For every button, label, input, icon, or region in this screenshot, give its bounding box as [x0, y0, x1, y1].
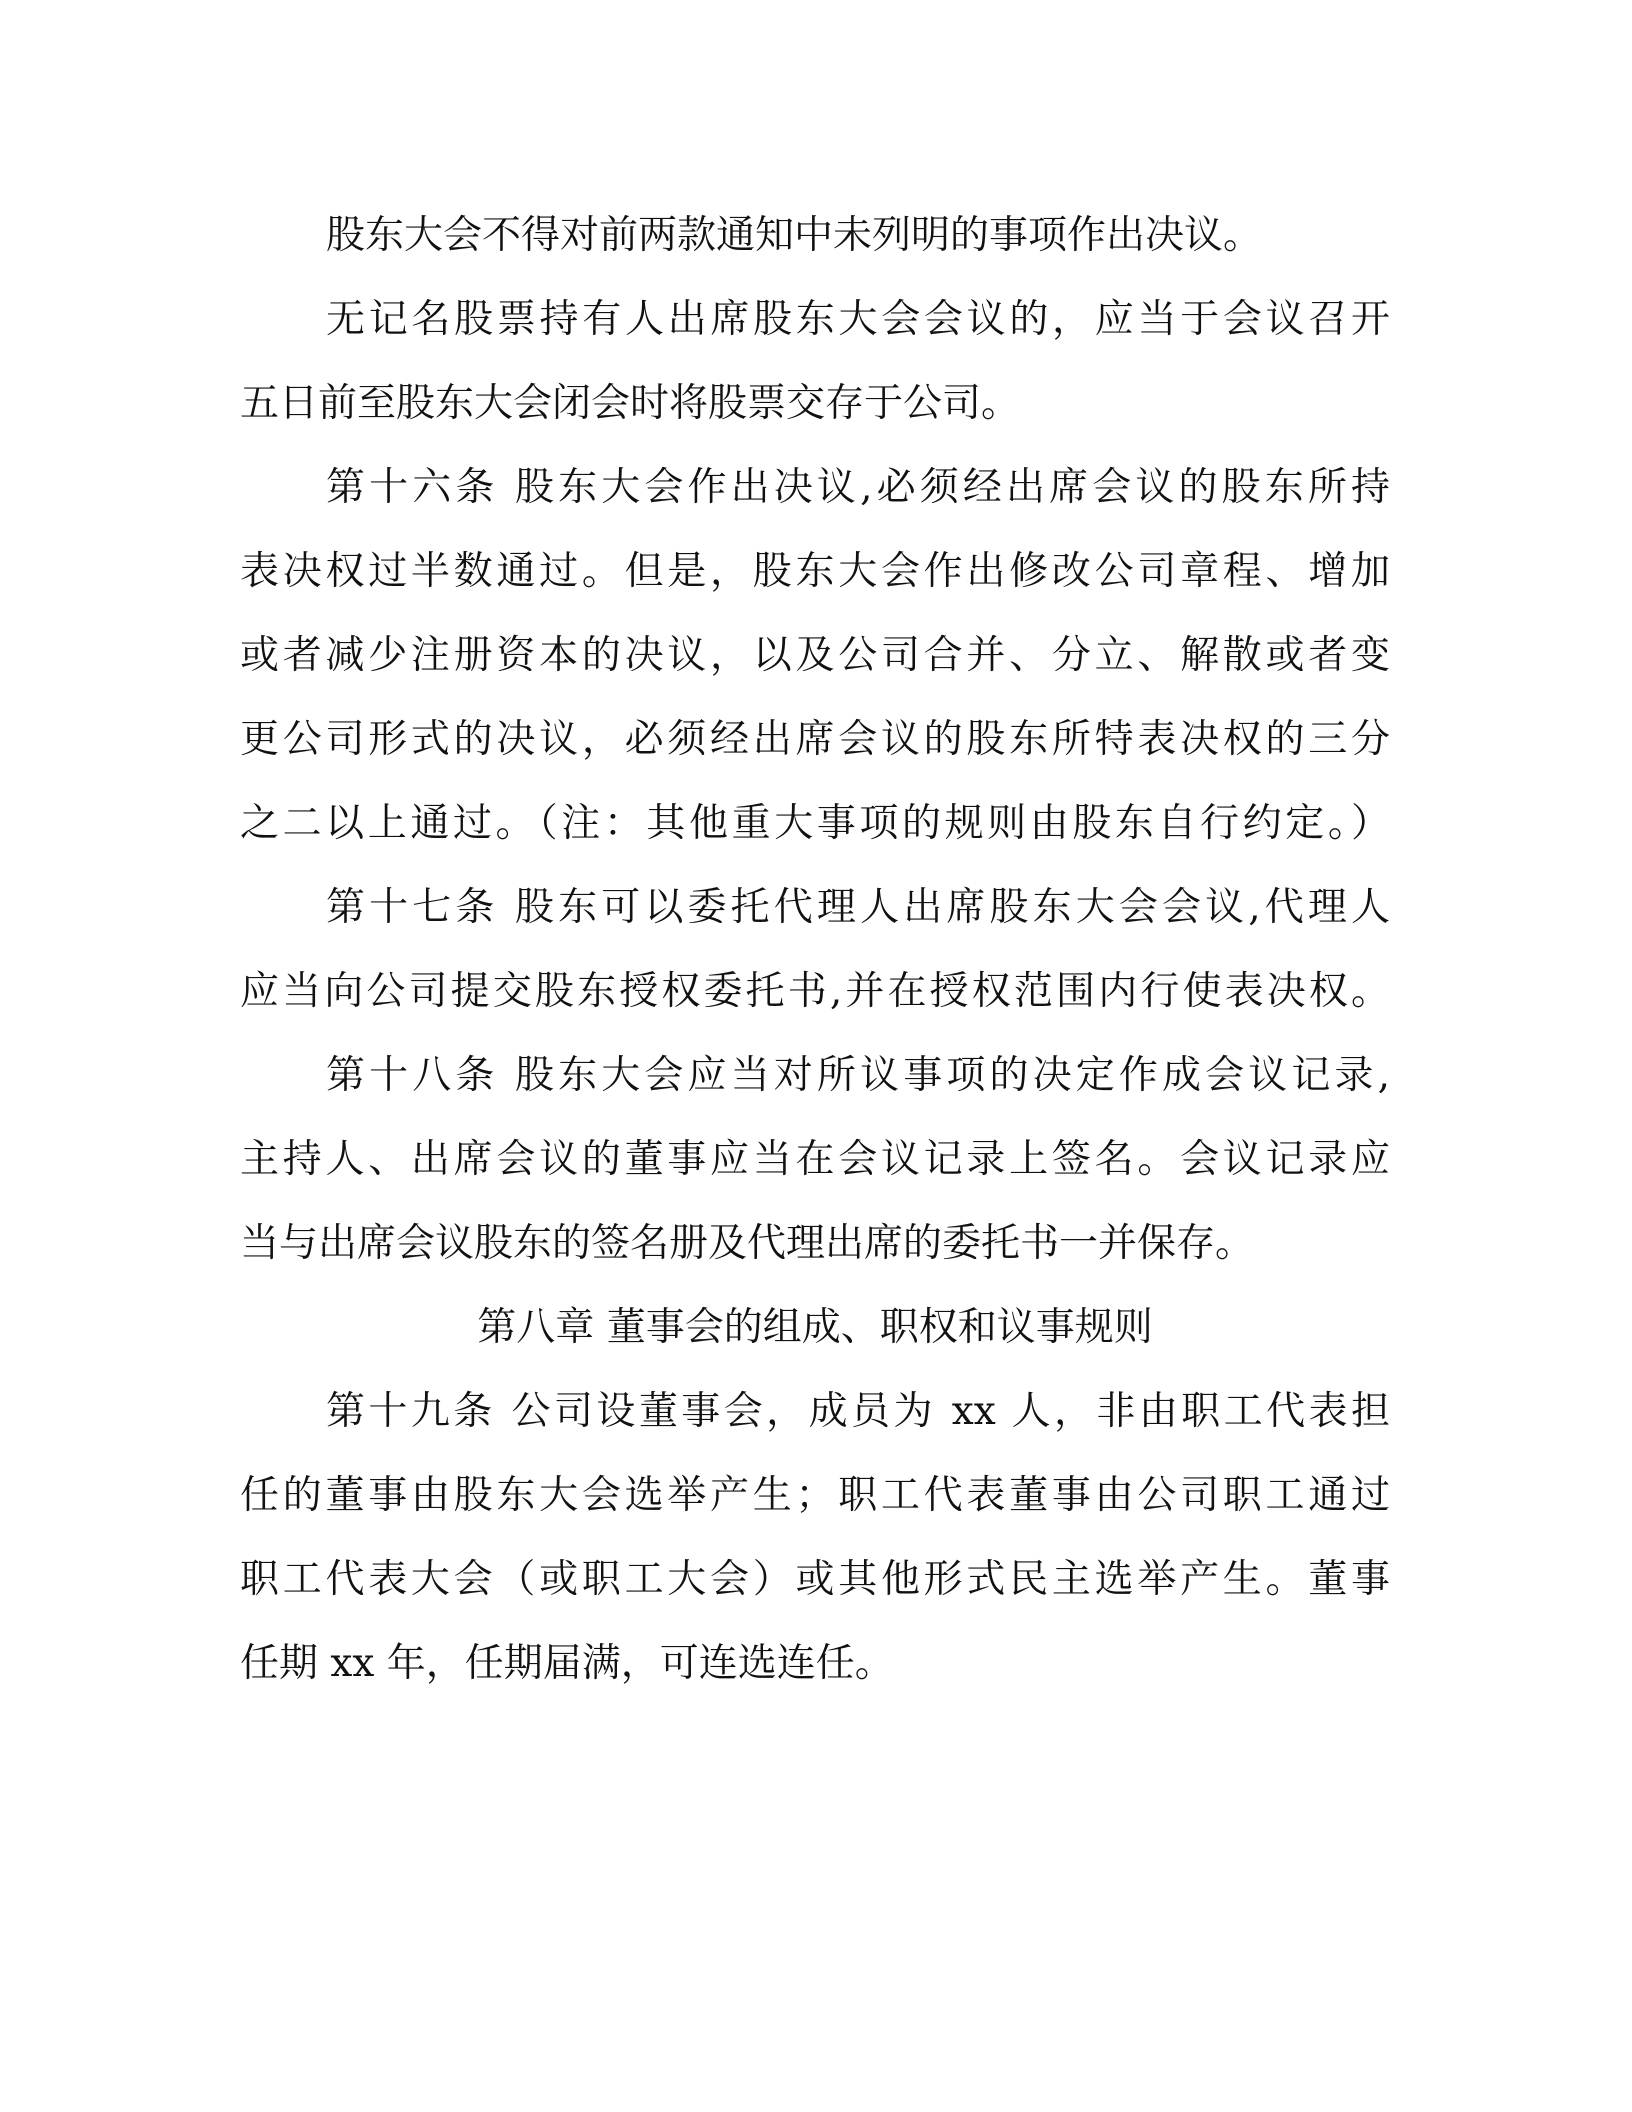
- article-18-line: 当与出席会议股东的签名册及代理出席的委托书一并保存。: [240, 1221, 1255, 1266]
- article-17-line: 第十七条 股东可以委托代理人出席股东大会会议,代理人: [326, 885, 1390, 930]
- article-16-line: 之二以上通过。（注：其他重大事项的规则由股东自行约定。）: [240, 801, 1390, 846]
- chapter-heading: 第八章 董事会的组成、职权和议事规则: [477, 1305, 1153, 1350]
- article-18-line: 第十八条 股东大会应当对所议事项的决定作成会议记录,: [326, 1053, 1390, 1098]
- document-body: [240, 194, 1390, 1706]
- paragraph-line: 五日前至股东大会闭会时将股票交存于公司。: [240, 381, 1021, 426]
- article-19-line: 任期 xx 年，任期届满，可连选连任。: [240, 1641, 894, 1686]
- article-16-line: 第十六条 股东大会作出决议,必须经出席会议的股东所持: [326, 465, 1390, 510]
- article-16-line: 表决权过半数通过。但是，股东大会作出修改公司章程、增加: [240, 549, 1390, 594]
- article-19-line: 第十九条 公司设董事会，成员为 xx 人，非由职工代表担: [326, 1389, 1390, 1434]
- article-18-line: 主持人、出席会议的董事应当在会议记录上签名。会议记录应: [240, 1137, 1390, 1182]
- article-17-line: 应当向公司提交股东授权委托书,并在授权范围内行使表决权。: [240, 969, 1390, 1014]
- paragraph-line: 无记名股票持有人出席股东大会会议的，应当于会议召开: [326, 297, 1390, 342]
- article-19-line: 职工代表大会（或职工大会）或其他形式民主选举产生。董事: [240, 1557, 1390, 1602]
- article-19-line: 任的董事由股东大会选举产生；职工代表董事由公司职工通过: [240, 1473, 1390, 1518]
- article-16-line: 或者减少注册资本的决议，以及公司合并、分立、解散或者变: [240, 633, 1390, 678]
- paragraph-line: 股东大会不得对前两款通知中未列明的事项作出决议。: [326, 213, 1263, 258]
- article-16-line: 更公司形式的决议，必须经出席会议的股东所特表决权的三分: [240, 717, 1390, 762]
